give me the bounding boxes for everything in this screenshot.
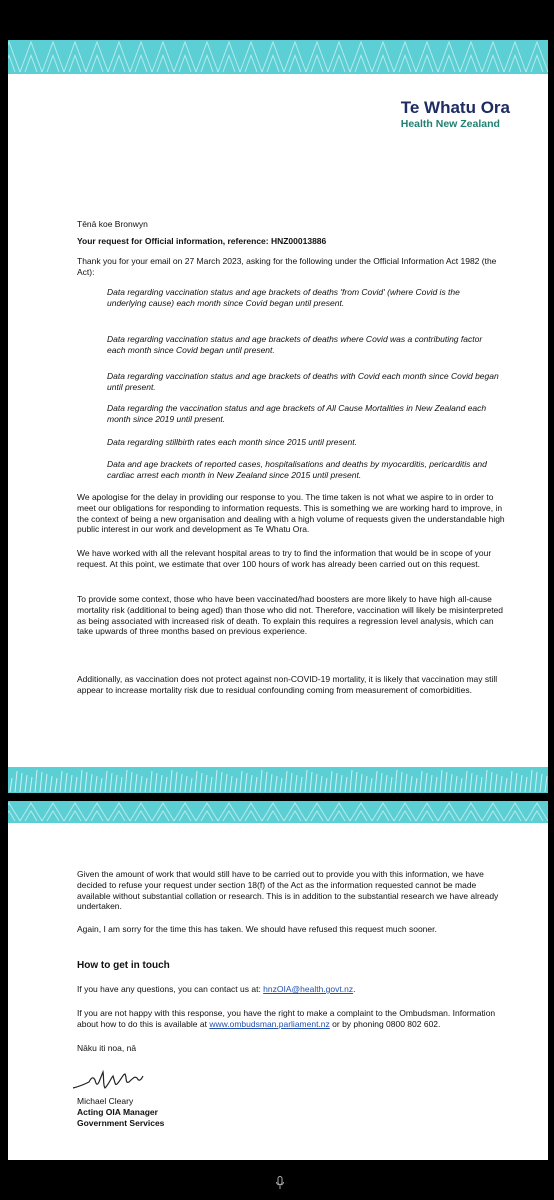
contact-heading: How to get in touch [77,960,170,971]
body-paragraph: We have worked with all the relevant hospital areas to try to find the information that would be in scope of your request. At this point, we estimate that over 100 hours of work has already been carried out on this request. [77,548,492,569]
letter-page-1 [8,40,548,793]
body-paragraph: Additionally, as vaccination does not protect against non-COVID-19 mortality, it is likely that vaccination may still appear to increase mortality risk due to residual confounding coming from measurement of comorbidities. [77,674,498,695]
request-item: Data regarding vaccination status and age brackets of deaths with Covid each month since Covid began until present. [107,371,499,392]
contact-text: If you have any questions, you can contact us at: [77,984,264,994]
request-item: Data regarding stillbirth rates each month since 2015 until present. [107,437,357,447]
contact-paragraph [77,984,507,995]
request-item: Data regarding vaccination status and age brackets of deaths where Covid was a contributing factor each month since Covid began until present. [107,334,483,355]
signer-name: Michael Cleary [77,1096,134,1106]
request-item: Data regarding vaccination status and age brackets of deaths 'from Covid' (where Covid is the underlying cause) each month since Covid began until present. [107,287,460,308]
signature-image [69,1064,179,1096]
ombudsman-text: If you are not happy with this response, you have the right to make a complaint to the Ombudsman. Information about how to do this is available at [77,1008,496,1029]
header-pattern-band [8,40,548,74]
logo-subtitle: Health New Zealand [400,118,500,130]
request-item: Data regarding the vaccination status and age brackets of All Cause Mortalities in New Zealand each month since 2019 until present. [107,403,487,424]
header-pattern-band [8,801,548,823]
greeting: Tēnā koe Bronwyn [77,219,148,229]
ombudsman-paragraph [77,1008,507,1030]
body-paragraph: We apologise for the delay in providing our response to you. The time taken is not what we aspire to in order to meet our obligations for responding to information requests. This is something we are working hard to improve, in the context of being a new organisation and dealing with a high volume of requests given the understandable high public interest in our work and development as Te Whatu Ora. [77,492,505,535]
ombudsman-end: or by phoning 0800 802 602. [329,1018,441,1029]
ombudsman-link[interactable]: www.ombudsman.parliament.nz [209,1018,330,1029]
logo-title: Te Whatu Ora [400,98,510,117]
footer-pattern-band [8,767,548,793]
body-paragraph: To provide some context, those who have been vaccinated/had boosters are more likely to have high all-cause mortality risk (additional to being aged) than those who did not. Therefore, vaccination will likely be misinterpreted as being associated with increased risk of death. To explain this requires a regression level analysis, which can take upwards of three months based on previous experience. [77,594,504,637]
signoff: Nāku iti noa, nā [77,1043,137,1053]
letter-page-2 [8,801,548,1160]
body-paragraph: Again, I am sorry for the time this has taken. We should have refused this request much sooner. [77,924,437,934]
contact-end: . [353,984,356,994]
signer-title: Acting OIA Manager [77,1107,158,1117]
contact-email-link[interactable]: hnzOIA@health.govt.nz [263,984,354,994]
te-whatu-ora-logo [401,98,510,130]
signer-department: Government Services [77,1118,165,1128]
request-item: Data and age brackets of reported cases, hospitalisations and deaths by myocarditis, pericarditis and cardiac arrest each month in New Zealand since 2015 until present. [107,459,487,480]
subject-line: Your request for Official information, reference: HNZ00013886 [77,236,327,246]
body-paragraph: Given the amount of work that would still have to be carried out to provide you with this information, we have decided to refuse your request under section 18(f) of the Act as the information requested cannot be made available without substantial collation or research. This is in addition to the substantial research we have already undertaken. [77,869,499,912]
microphone-icon[interactable] [276,1176,284,1190]
intro-paragraph: Thank you for your email on 27 March 2023, asking for the following under the Official Information Act 1982 (the Act): [77,256,497,277]
